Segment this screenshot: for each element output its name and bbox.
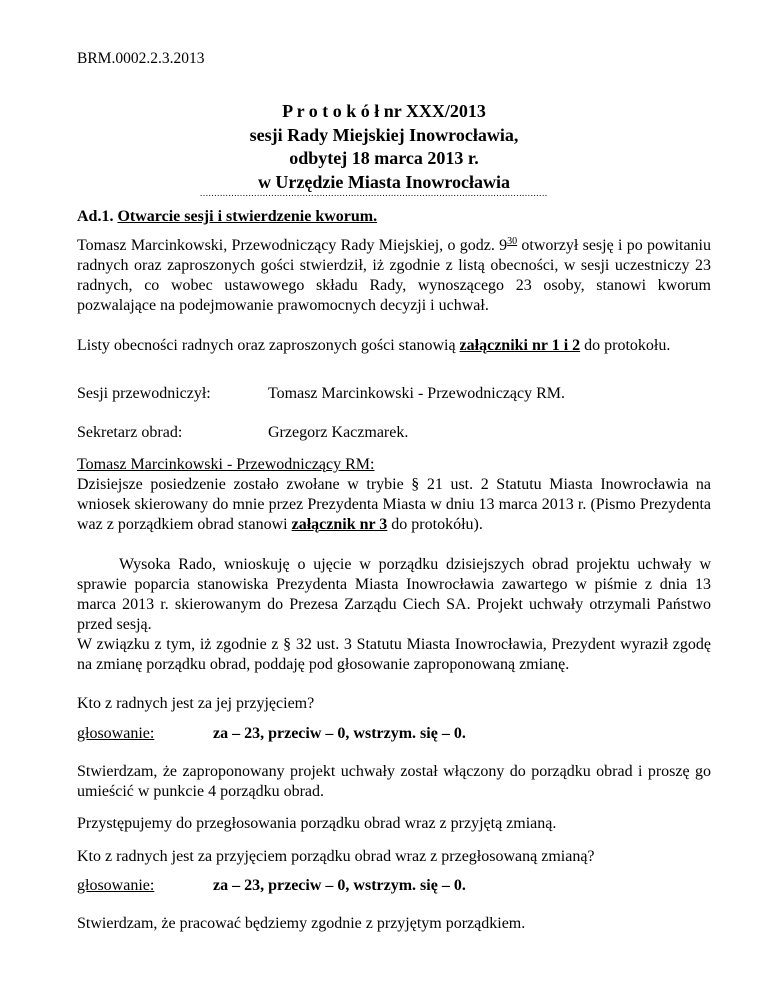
attendance-text-start: Listy obecności radnych oraz zaproszonych gości stanowią	[77, 337, 460, 354]
chair-p1-end: do protokółu).	[387, 516, 483, 533]
vote-2-label: głosowanie:	[77, 877, 155, 894]
title-line-3: odbytej 18 marca 2013 r.	[289, 148, 479, 168]
title-line-1	[0, 100, 768, 124]
title-protokol: P r o t o k ó ł	[282, 101, 380, 121]
dotted-separator: ..........................................................................................................................	[200, 189, 548, 197]
attendance-paragraph	[77, 336, 711, 356]
time-minutes: 30	[507, 236, 518, 247]
attendance-text-end: do protokołu.	[580, 337, 671, 354]
section-number: Ad.1.	[77, 208, 114, 225]
opening-paragraph	[77, 236, 711, 316]
chair-p1-text: Dzisiejsze posiedzenie zostało zwołane w trybie § 21 ust. 2 Statutu Miasta Inowrocławia na wniosek skierowany do mnie przez Prezydenta Miasta w dniu 13 marca 2013 r. (Pismo Prezydenta waz z porządkiem obrad stanowi	[77, 476, 711, 533]
document-reference: BRM.0002.2.3.2013	[77, 50, 205, 67]
official-secretary-name: Grzegorz Kaczmarek.	[268, 424, 409, 441]
title-line-2: sesji Rady Miejskiej Inowrocławia,	[249, 124, 519, 145]
section-title: Otwarcie sesji i stwierdzenie kworum.	[117, 208, 378, 225]
official-chair-role: Sesji przewodniczył:	[77, 385, 211, 402]
title-number: nr XXX/2013	[383, 101, 486, 121]
question-2: Kto z radnych jest za przyjęciem porządku obrad wraz z przegłosowaną zmianą?	[77, 848, 595, 865]
chair-paragraph-1	[77, 475, 711, 535]
statement-1: Stwierdzam, że zaproponowany projekt uchwały został włączony do porządku obrad i proszę go umieścić w punkcie 4 porządku obrad.	[77, 763, 711, 800]
opening-text-rest: otworzył sesję i po powitaniu radnych oraz zaproszonych gości stwierdził, iż zgodnie z listą obecności, w sesji uczestniczy 23 radnych, co wobec ustawowego składu Rady, wynoszącego 23 osoby, stanowi kworum pozwalające na podejmowanie prawomocnych decyzji i uchwał.	[77, 237, 711, 314]
official-secretary-role: Sekretarz obrad:	[77, 424, 183, 441]
attachment-3: załącznik nr 3	[291, 516, 388, 533]
document-title	[0, 100, 768, 194]
chair-paragraph-2: Wysoka Rado, wnioskuję o ujęcie w porządku dzisiejszych obrad projektu uchwały w sprawie poparcia stanowiska Prezydenta Miasta Inowrocławia zawartego w piśmie z dnia 13 marca 2013 r. skierowanym do Prezesa Zarządu Ciech SA. Projekt uchwały otrzymali Państwo przed sesją.	[77, 556, 711, 633]
opening-text-start: Tomasz Marcinkowski, Przewodniczący Rady Miejskiej, o godz. 9	[77, 237, 508, 254]
title-line-4: w Urzędzie Miasta Inowrocławia	[257, 171, 511, 192]
speaker-label: Tomasz Marcinkowski - Przewodniczący RM:	[77, 456, 375, 473]
vote-2-result: za – 23, przeciw – 0, wstrzym. się – 0.	[213, 877, 466, 894]
section-heading	[77, 207, 711, 227]
vote-1-result: za – 23, przeciw – 0, wstrzym. się – 0.	[213, 725, 466, 742]
statement-2: Przystępujemy do przegłosowania porządku obrad wraz z przyjętą zmianą.	[77, 815, 557, 832]
statement-3: Stwierdzam, że pracować będziemy zgodnie z przyjętym porządkiem.	[77, 915, 526, 932]
question-1: Kto z radnych jest za jej przyjęciem?	[77, 695, 315, 712]
vote-1-label: głosowanie:	[77, 725, 155, 742]
official-chair-name: Tomasz Marcinkowski - Przewodniczący RM.	[268, 385, 566, 402]
attachments-1-2: załączniki nr 1 i 2	[459, 337, 581, 354]
chair-paragraph-3: W związku z tym, iż zgodnie z § 32 ust. 3 Statutu Miasta Inowrocławia, Prezydent wyraził zgodę na zmianę porządku obrad, poddaję pod głosowanie zaproponowaną zmianę.	[77, 636, 711, 673]
